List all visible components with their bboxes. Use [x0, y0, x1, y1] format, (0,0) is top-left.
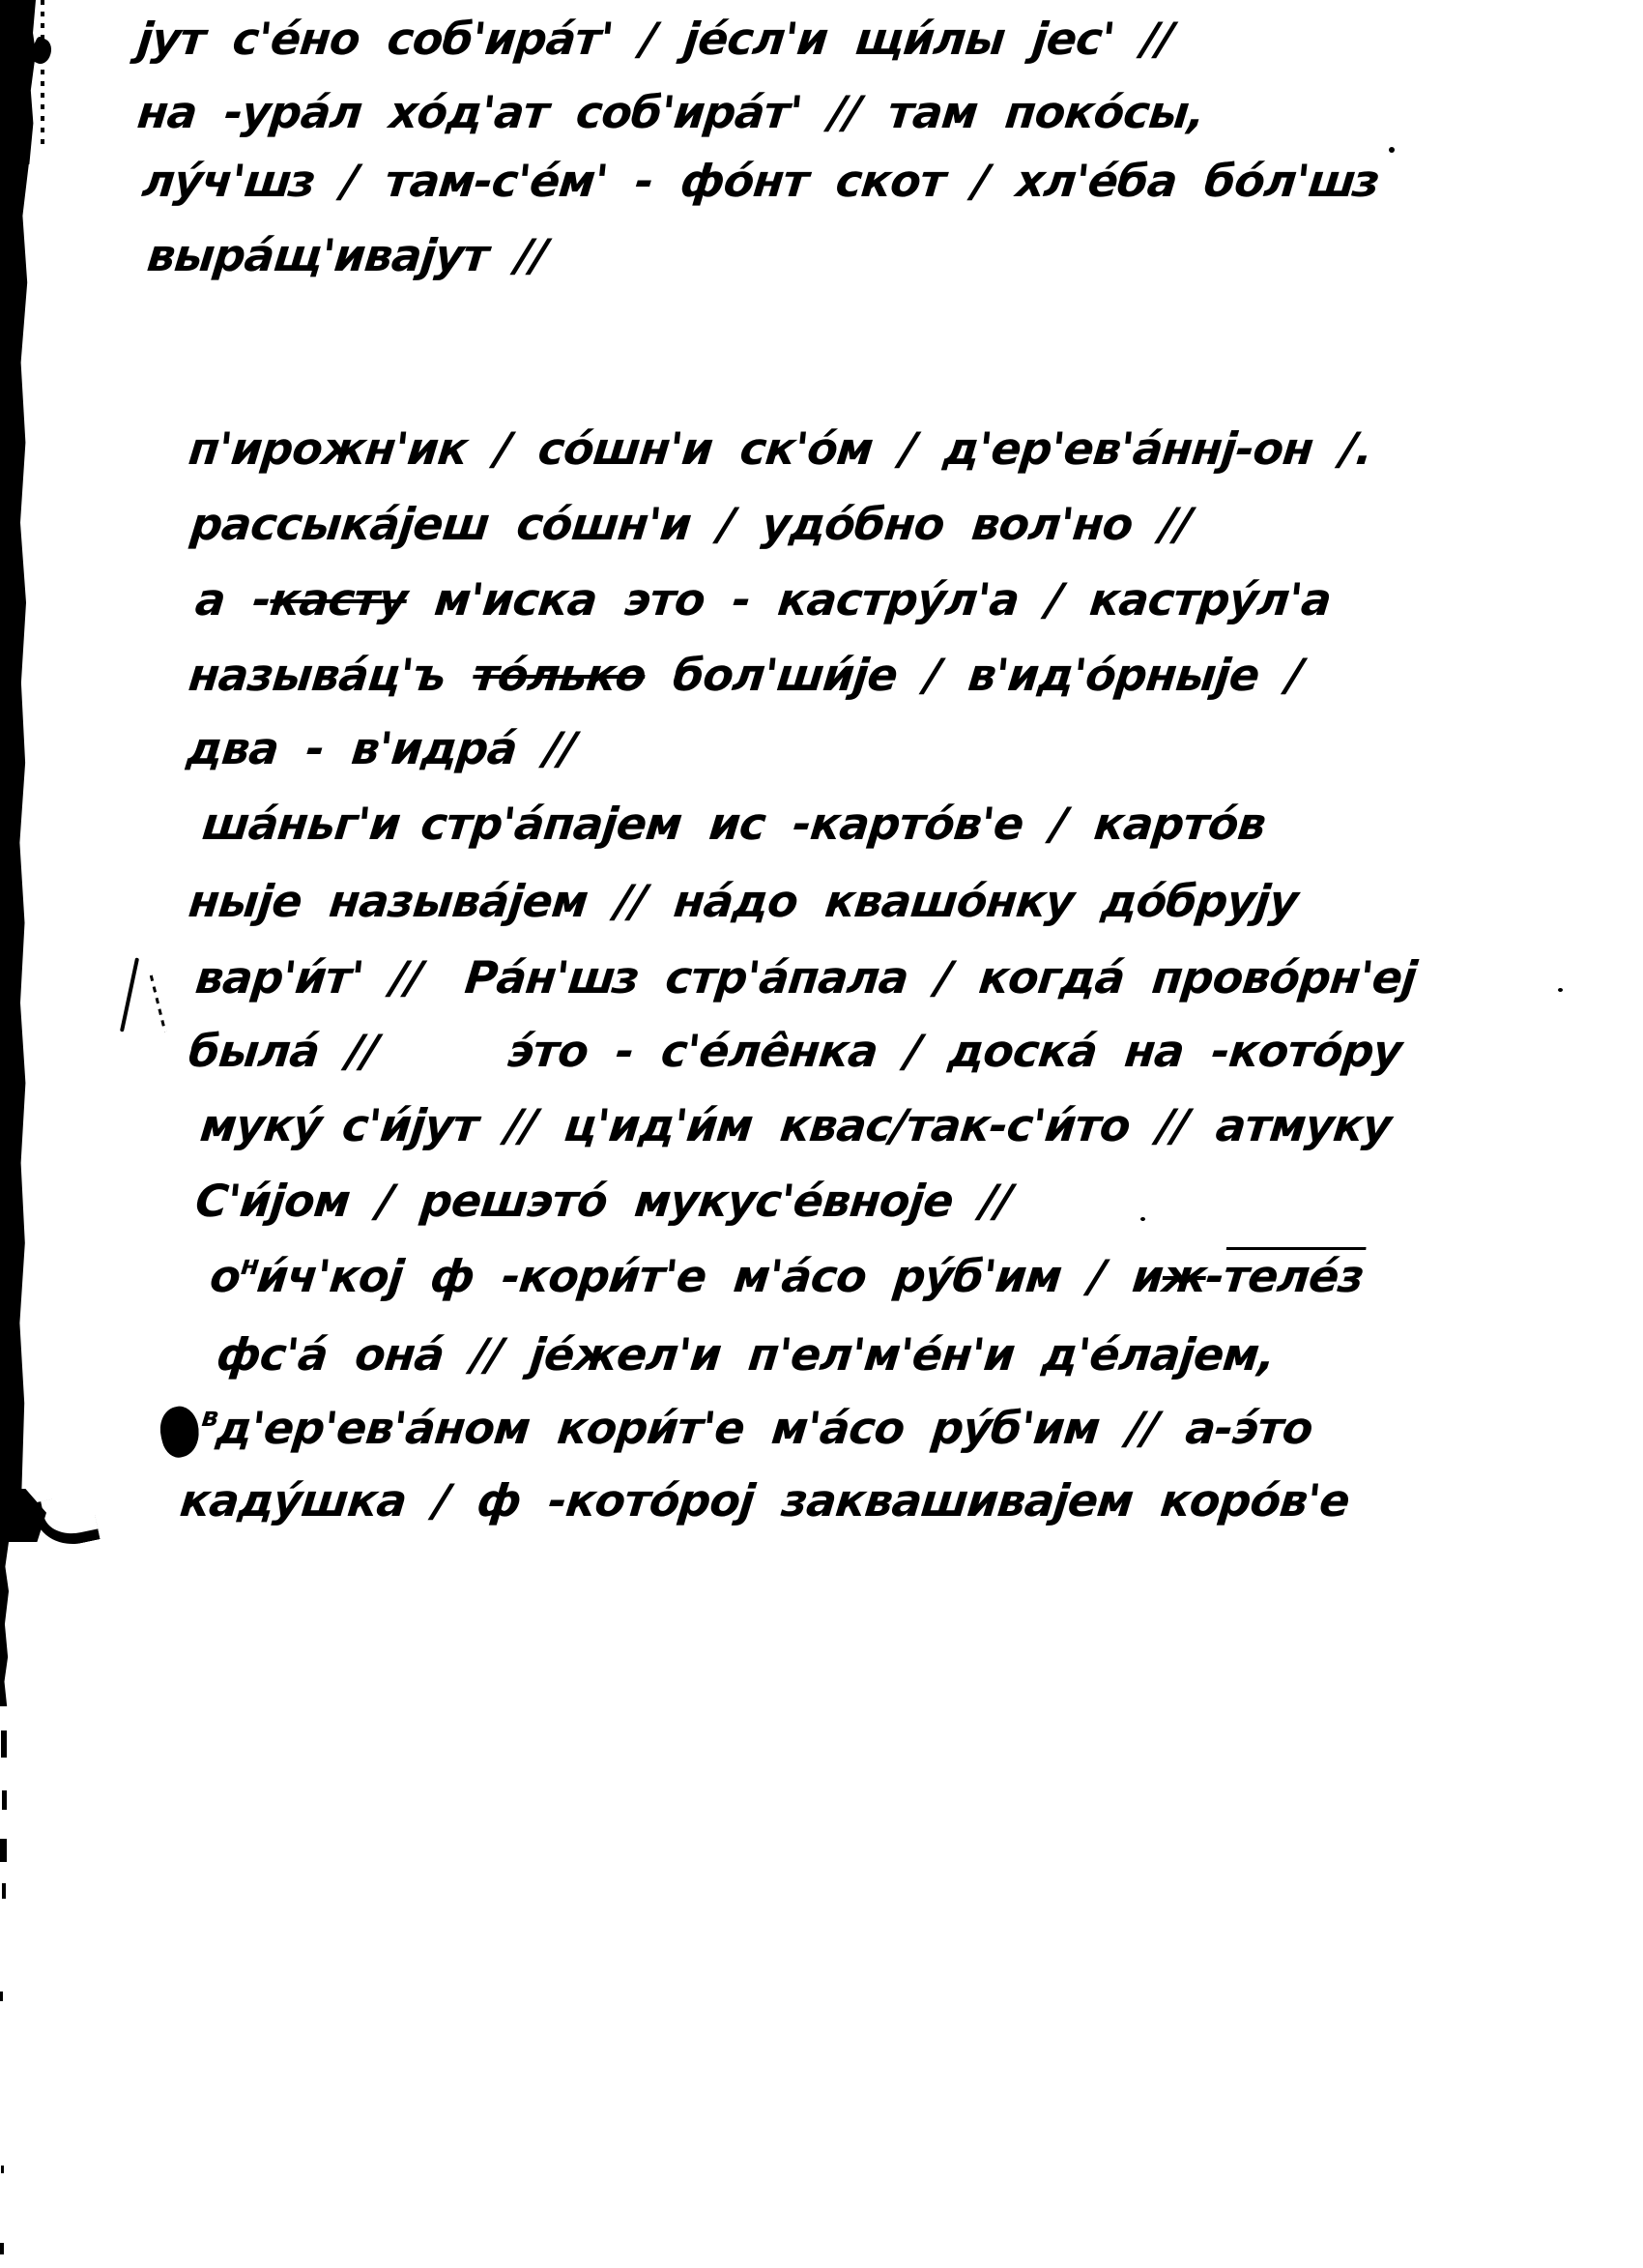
- binding-shadow-artifact: [0, 1542, 9, 1706]
- handwritten-line: [184, 722, 578, 774]
- ink-blot: [155, 1403, 204, 1461]
- handwriting-segment: вар'и́т' // Ра́н'шɜ стр'а́пала / когда́ прово́рн'еј: [192, 951, 1419, 1003]
- scan-speck: [0, 2243, 4, 2254]
- handwriting-segment: называ́ц'ъ: [186, 649, 476, 701]
- stray-check-mark: [150, 975, 166, 1032]
- binding-shadow-artifact: [0, 162, 29, 1497]
- handwriting-segment: муку́ с'и́јут // ц'ид'и́м квас/так-с'и́то // атмуку: [197, 1099, 1394, 1151]
- handwritten-line: [187, 498, 1194, 550]
- handwriting-segment-sup: н: [239, 1249, 261, 1281]
- handwritten-line: [177, 1474, 1352, 1527]
- handwritten-line: [197, 1099, 1394, 1151]
- handwritten-line: [199, 798, 1268, 850]
- handwriting-segment: п'ирожн'ик / со́шн'и ск'о́м / д'ер'ев'а́ннј-он /.: [186, 422, 1375, 475]
- handwritten-line: [192, 573, 1334, 625]
- handwriting-segment: -: [1202, 1249, 1226, 1302]
- handwriting-segment: фс'а́ она́ // је́жел'и п'ел'м'е́н'и д'е́лајем,: [214, 1328, 1278, 1381]
- handwriting-segment: ныје называ́јем // на́до квашо́нку до́брују: [186, 875, 1301, 927]
- handwritten-line: [186, 875, 1301, 927]
- scan-speck: [1140, 1217, 1145, 1221]
- handwriting-segment: каду́шка / ф -кото́рој заквашивајем коро́в'е: [177, 1474, 1352, 1527]
- handwriting-segment: на -ура́л хо́д'ат соб'ира́т' // там поко́сы,: [134, 86, 1207, 138]
- handwriting-segment: јут с'е́но соб'ира́т' / је́сл'и щи́лы јес' //: [134, 13, 1176, 65]
- handwriting-segment-strike: касту: [267, 573, 410, 625]
- handwritten-line: [144, 229, 550, 281]
- stray-check-mark: [120, 957, 139, 1032]
- scan-speck: [0, 1839, 7, 1862]
- handwriting-segment: о: [207, 1249, 244, 1302]
- handwritten-line: [207, 1249, 1367, 1302]
- handwriting-segment: и́ч'кој ф -кори́т'е м'а́со ру́б'им / и: [254, 1249, 1166, 1302]
- handwriting-segment: С'и́јом / решэто́ мукус'е́вноје //: [192, 1175, 1015, 1227]
- handwritten-line: [186, 1025, 1404, 1077]
- handwriting-segment: лу́ч'шɜ / там-с'е́м' - фо́нт скот / хл'е́ба бо́л'шɜ: [139, 155, 1381, 207]
- handwriting-segment: два - в'идра́ //: [184, 722, 578, 774]
- scan-speck: [1389, 147, 1395, 153]
- handwriting-segment-strike: ж: [1160, 1249, 1209, 1302]
- scan-speck: [1, 1730, 7, 1758]
- handwriting-segment: ша́ньг'и стр'а́пајем ис -карто́в'е / карто́в: [199, 798, 1268, 850]
- handwriting-segment: бол'ши́је / в'ид'о́рныје /: [642, 649, 1306, 701]
- handwriting-segment: рассыка́јеш со́шн'и / удо́бно вол'но //: [187, 498, 1194, 550]
- handwriting-segment-over: теле́з: [1221, 1249, 1367, 1302]
- binding-shadow-artifact: [41, 0, 44, 145]
- handwritten-line: [214, 1328, 1278, 1381]
- handwritten-line: [139, 155, 1381, 207]
- handwriting-segment: была́ // э́то - с'е́ле̂нка / доска́ на -кото́ру: [186, 1025, 1404, 1077]
- binding-hook-artifact: [32, 1491, 100, 1552]
- handwriting-segment: выра́щ'ивајут //: [144, 229, 550, 281]
- handwritten-line: [192, 1175, 1015, 1227]
- handwritten-line: [192, 951, 1419, 1003]
- scan-speck: [2, 1790, 7, 1810]
- handwriting-segment: д'ер'ев'а́ном кори́т'е м'а́со ру́б'им // а-э́то: [214, 1401, 1315, 1454]
- handwritten-line: [134, 13, 1176, 65]
- handwriting-segment-strike: то́лько: [470, 649, 649, 701]
- handwritten-line: [198, 1401, 1315, 1454]
- scan-speck: [1, 2166, 4, 2173]
- scan-speck: [1558, 988, 1563, 992]
- handwritten-line: [134, 86, 1207, 138]
- handwritten-line: [186, 649, 1306, 701]
- binding-shadow-artifact: [0, 0, 36, 164]
- scan-speck: [2, 1883, 6, 1899]
- handwriting-segment-sup: в: [200, 1401, 219, 1433]
- handwritten-line: [186, 422, 1375, 475]
- scan-speck: [0, 1992, 3, 2001]
- handwriting-segment: а -: [192, 573, 274, 625]
- handwriting-segment: м'иска это - кастру́л'а / кастру́л'а: [404, 573, 1334, 625]
